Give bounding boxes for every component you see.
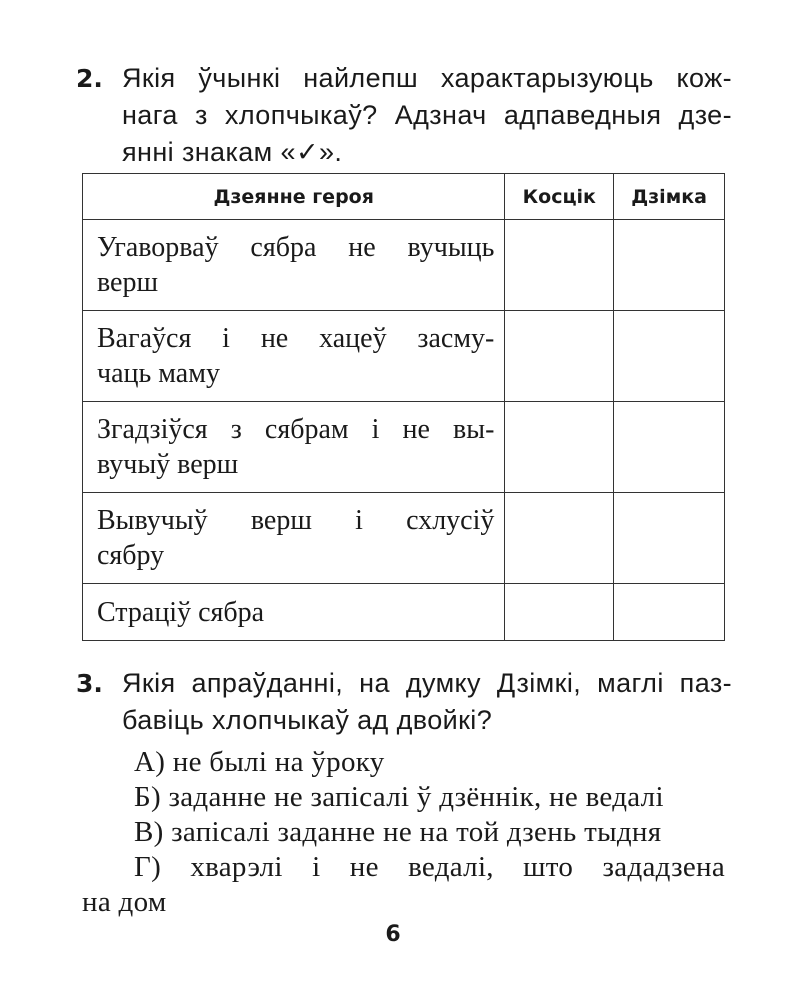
- header-dzimka: Дзімка: [614, 174, 725, 220]
- check-cell-dzimka[interactable]: [614, 311, 725, 402]
- check-cell-dzimka[interactable]: [614, 402, 725, 493]
- actions-table: [82, 173, 725, 641]
- check-cell-kostsik[interactable]: [505, 584, 614, 641]
- action-line: Вагаўся і не хацеў засму-: [97, 323, 495, 354]
- header-action: Дзеянне героя: [83, 174, 505, 220]
- check-cell-dzimka[interactable]: [614, 493, 725, 584]
- page-number: 6: [385, 922, 401, 947]
- header-kostsik: Косцік: [505, 174, 614, 220]
- task-number: 2.: [76, 64, 103, 93]
- table-row: [83, 584, 725, 641]
- check-cell-kostsik[interactable]: [505, 493, 614, 584]
- task-2: [76, 60, 732, 171]
- task-question: [82, 60, 732, 171]
- table-row: [83, 493, 725, 584]
- question-line: нага з хлопчыкаў? Адзнач адпаведныя дзе-: [122, 100, 732, 130]
- action-line: верш: [97, 267, 159, 298]
- action-cell: [83, 584, 505, 641]
- task-3: [76, 665, 732, 739]
- check-cell-dzimka[interactable]: [614, 584, 725, 641]
- check-cell-dzimka[interactable]: [614, 220, 725, 311]
- question-line: Якія апраўданні, на думку Дзімкі, маглі паз-: [122, 668, 732, 698]
- action-line: Вывучыў верш і схлусіў: [97, 505, 495, 536]
- check-cell-kostsik[interactable]: [505, 402, 614, 493]
- action-cell: [83, 493, 505, 584]
- table-header-row: [83, 174, 725, 220]
- action-cell: [83, 311, 505, 402]
- table-row: [83, 402, 725, 493]
- action-line: Угаворваў сябра не вучыць: [97, 232, 495, 263]
- task-number: 3.: [76, 669, 103, 698]
- check-cell-kostsik[interactable]: [505, 220, 614, 311]
- action-line: вучыў верш: [97, 449, 239, 480]
- action-line: сябру: [97, 540, 165, 571]
- table-row: [83, 311, 725, 402]
- answer-options: [82, 745, 725, 920]
- question-line: бавіць хлопчыкаў ад двойкі?: [122, 705, 493, 735]
- option-d[interactable]: Г) хварэлі і не ведалі, што зададзена: [134, 851, 725, 883]
- action-cell: [83, 402, 505, 493]
- option-a[interactable]: А) не былі на ўроку: [134, 746, 385, 778]
- option-c[interactable]: В) запісалі заданне не на той дзень тыдня: [134, 816, 662, 848]
- table-row: [83, 220, 725, 311]
- action-cell: [83, 220, 505, 311]
- action-line: чаць маму: [97, 358, 220, 389]
- action-line: Страціў сябра: [97, 596, 265, 628]
- task-question: [82, 665, 732, 739]
- option-b[interactable]: Б) заданне не запісалі ў дзённік, не ведалі: [134, 781, 664, 813]
- check-cell-kostsik[interactable]: [505, 311, 614, 402]
- action-line: Згадзіўся з сябрам і не вы-: [97, 414, 495, 445]
- question-line: Якія ўчынкі найлепш характарызуюць кож-: [122, 63, 732, 93]
- question-line: янні знакам «✓».: [122, 137, 343, 167]
- option-d-continuation: на дом: [82, 886, 167, 918]
